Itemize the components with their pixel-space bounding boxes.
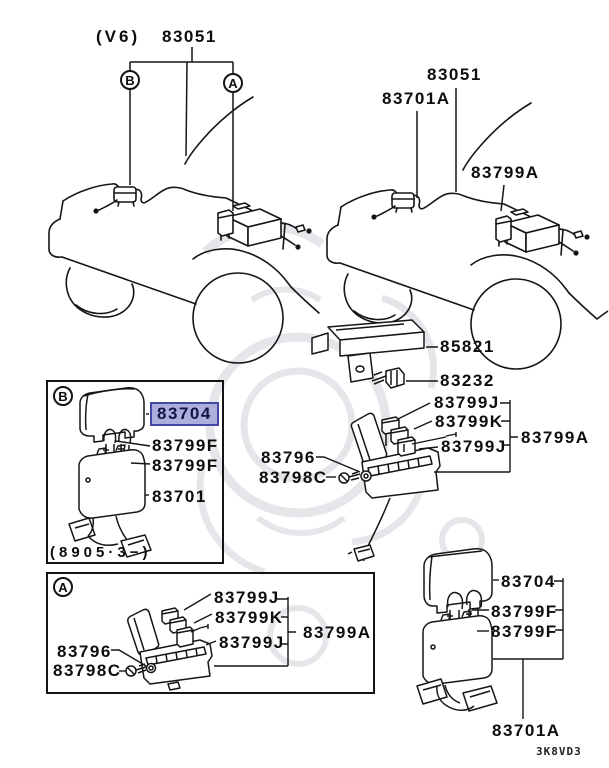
part-label-83799a-mid: 83799A	[521, 428, 590, 447]
part-label-83798c-mid: 83798C	[259, 468, 328, 487]
engine-note: (V6)	[96, 27, 141, 46]
part-label-83701a-br: 83701A	[492, 721, 561, 740]
part-label-83799j-mid-2: 83799J	[441, 437, 507, 456]
part-label-83799f-b1: 83799F	[152, 436, 219, 455]
part-highlight-83704[interactable]: 83704	[150, 402, 219, 426]
part-label-83704-br: 83704	[501, 572, 556, 591]
view-marker-b-box: B	[53, 386, 73, 406]
part-label-83799f-br1: 83799F	[491, 602, 558, 621]
part-label-85821: 85821	[440, 337, 495, 356]
part-label-83051-left: 83051	[162, 27, 217, 46]
part-label-83051-right: 83051	[427, 65, 482, 84]
part-label-83799a-top: 83799A	[471, 163, 540, 182]
page-code: 3K8VD3	[536, 745, 582, 758]
connector-right	[463, 686, 497, 711]
part-label-83799a-a: 83799A	[303, 623, 372, 642]
part-label-83796-a: 83796	[57, 642, 112, 661]
right-car-rocker-extension	[597, 311, 608, 319]
screw-and-washer	[339, 471, 371, 483]
part-label-83799f-b2: 83799F	[152, 456, 219, 475]
leader-lines-top-left	[130, 47, 233, 211]
relay-body	[423, 616, 492, 684]
part-label-83701a-top: 83701A	[382, 89, 451, 108]
part-label-83799j-a1: 83799J	[214, 588, 280, 607]
part-label-83232: 83232	[440, 371, 495, 390]
part-label-83799k-a: 83799K	[215, 608, 284, 627]
part-label-83796-mid: 83796	[261, 448, 316, 467]
part-label-83701: 83701	[152, 487, 207, 506]
part-label-83799j-mid-1: 83799J	[434, 393, 500, 412]
date-code: (8905·3−)	[50, 544, 152, 561]
car-front-left-v6	[49, 97, 319, 363]
harness-connector	[354, 545, 374, 561]
part-85821-drawing	[312, 320, 424, 382]
view-marker-b: B	[120, 70, 140, 90]
view-marker-a: A	[223, 73, 243, 93]
view-marker-a-box: A	[53, 577, 73, 597]
relay-83701a-assembly	[417, 549, 497, 711]
part-label-83799k-mid: 83799K	[435, 412, 504, 431]
connector-left	[417, 679, 447, 704]
part-label-83798c-a: 83798C	[53, 661, 122, 680]
part-label-83799j-a2: 83799J	[219, 633, 285, 652]
part-label-83799f-br2: 83799F	[491, 622, 558, 641]
